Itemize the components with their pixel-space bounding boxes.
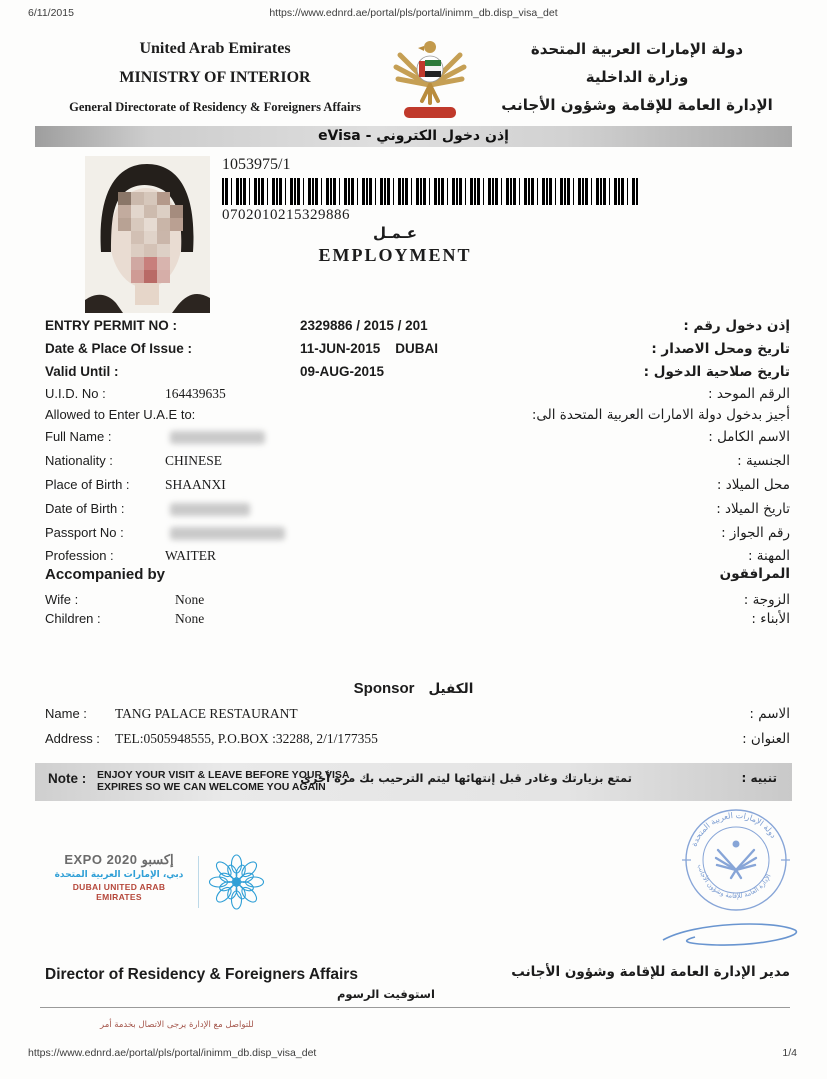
field-label-ar: الاسم : xyxy=(749,706,790,722)
sponsor-heading-ar: الكفيل xyxy=(428,681,474,697)
field-row-date-of-birth xyxy=(0,501,827,521)
accompanied-heading-ar: المرافقون xyxy=(719,566,790,582)
field-row-uid xyxy=(0,386,827,406)
field-row-passport-no xyxy=(0,525,827,545)
field-label-en: Profession : xyxy=(45,548,114,563)
accompanied-heading-en: Accompanied by xyxy=(45,566,166,583)
sponsor-row-name xyxy=(0,706,827,726)
field-row-place-of-birth xyxy=(0,477,827,497)
expo-subtitle-ar: دبي، الإمارات العربية المتحدة xyxy=(54,870,184,880)
permit-file-number: 1053975/1 xyxy=(222,156,291,173)
field-label-en: Valid Until : xyxy=(45,364,119,379)
field-label-en: Children : xyxy=(45,611,101,626)
field-label-en: Nationality : xyxy=(45,453,113,468)
header-english xyxy=(40,40,390,115)
print-url-bottom: https://www.ednrd.ae/portal/pls/portal/inimm_db.disp_visa_det xyxy=(28,1047,317,1059)
note-text-line1: ENJOY YOUR VISIT & LEAVE BEFORE YOUR VISA xyxy=(97,769,350,781)
field-value: WAITER xyxy=(165,548,216,563)
field-row-nationality xyxy=(0,453,827,473)
field-label-ar: الأبناء : xyxy=(751,611,790,627)
field-label-en: Date of Birth : xyxy=(45,501,125,516)
sponsor-heading-en: Sponsor xyxy=(353,680,415,697)
field-value: TANG PALACE RESTAURANT xyxy=(115,706,298,721)
official-stamp xyxy=(680,804,792,916)
ministry-name-en: MINISTRY OF INTERIOR xyxy=(119,69,311,86)
director-title-en: Director of Residency & Foreigners Affairs xyxy=(45,966,358,983)
field-row-full-name xyxy=(0,429,827,449)
print-url-top: https://www.ednrd.ae/portal/pls/portal/inimm_db.disp_visa_det xyxy=(269,7,558,19)
field-row-issue xyxy=(0,341,827,361)
field-label-en: Allowed to Enter U.A.E to: xyxy=(45,407,196,422)
field-label-en: Wife : xyxy=(45,592,79,607)
note-text-ar: تمتع بزيارتك وغادر قبل إنتهائها ليتم الترحيب بك مرة أخرى xyxy=(300,771,632,785)
field-label-ar: الاسم الكامل : xyxy=(708,429,790,445)
directorate-name-en: General Directorate of Residency & Foreigners Affairs xyxy=(69,100,361,114)
barcode-number: 0702010215329886 xyxy=(222,207,350,223)
field-label-en: Place of Birth : xyxy=(45,477,130,492)
country-name-ar: دولة الإمارات العربية المتحدة xyxy=(530,40,744,58)
expo-title: EXPO 2020 إكسبو xyxy=(64,852,174,867)
field-label-en: Date & Place Of Issue : xyxy=(45,341,193,356)
country-name-en: United Arab Emirates xyxy=(139,40,291,57)
note-text-line2: EXPIRES SO WE CAN WELCOME YOU AGAIN xyxy=(97,781,326,793)
field-label-ar: رقم الجواز : xyxy=(721,525,790,541)
field-row-profession xyxy=(0,548,827,568)
field-row-entry-permit xyxy=(0,318,827,338)
expo-subtitle-en: DUBAI UNITED ARAB EMIRATES xyxy=(72,882,166,902)
expo-2020-logo xyxy=(50,852,265,916)
field-label-ar: تاريخ الميلاد : xyxy=(716,501,790,517)
field-label-ar: أجيز بدخول دولة الامارات العربية المتحدة الى: xyxy=(531,407,790,423)
field-label-en: Full Name : xyxy=(45,429,112,444)
uae-emblem-icon xyxy=(390,33,470,123)
field-label-ar: محل الميلاد : xyxy=(716,477,790,493)
redacted-value xyxy=(170,503,250,516)
visa-type-arabic: عـمـل xyxy=(373,224,417,242)
field-label-ar: الجنسية : xyxy=(737,453,790,469)
field-label-en: ENTRY PERMIT NO : xyxy=(45,318,178,333)
field-label-en: Passport No : xyxy=(45,525,124,540)
field-row-valid-until xyxy=(0,364,827,384)
field-label-ar: إذن دخول رقم : xyxy=(683,318,790,334)
field-label-en: U.I.D. No : xyxy=(45,386,106,401)
field-value: 2329886 / 2015 / 201 xyxy=(300,318,428,333)
field-row-wife xyxy=(0,592,827,612)
directorate-name-ar: الإدارة العامة للإقامة وشؤون الأجانب xyxy=(501,96,773,114)
field-label-ar: تاريخ صلاحية الدخول : xyxy=(643,364,790,380)
sponsor-row-address xyxy=(0,731,827,751)
fees-collected-ar: استوفيت الرسوم xyxy=(337,987,435,1001)
field-label-ar: المهنة : xyxy=(747,548,790,564)
redacted-value xyxy=(170,431,265,444)
evisa-title-banner: eVisa - إذن دخول الكتروني xyxy=(35,126,792,147)
field-value: 09-AUG-2015 xyxy=(300,364,385,379)
svg-text:دولة الإمارات العربية المتحدة: دولة الإمارات العربية المتحدة xyxy=(689,810,779,848)
field-row-allowed-to-enter xyxy=(0,407,827,427)
field-label-ar: الزوجة : xyxy=(743,592,790,608)
field-row-children xyxy=(0,611,827,631)
field-label-en: Address : xyxy=(45,731,100,746)
field-value: SHAANXI xyxy=(165,477,226,492)
field-value: None xyxy=(175,592,205,607)
sponsor-heading xyxy=(0,680,827,697)
field-label-ar: الرقم الموحد : xyxy=(708,386,790,402)
field-value: TEL:0505948555, P.O.BOX :32288, 2/1/177355 xyxy=(115,731,378,746)
footer-divider xyxy=(40,1007,790,1008)
expo-divider xyxy=(198,856,199,908)
field-value: 11-JUN-2015 DUBAI xyxy=(300,341,439,356)
field-value: 164439635 xyxy=(165,386,226,401)
redacted-value xyxy=(170,527,285,540)
signature xyxy=(655,916,805,954)
barcode xyxy=(222,178,638,205)
field-value: None xyxy=(175,611,205,626)
print-date: 6/11/2015 xyxy=(28,7,74,19)
note-label-en: Note : xyxy=(48,771,87,786)
field-label-en: Name : xyxy=(45,706,87,721)
contact-note-ar: للتواصل مع الإدارة يرجى الاتصال بخدمة أمر xyxy=(100,1020,254,1030)
visa-type-english: EMPLOYMENT xyxy=(318,245,472,265)
svg-text:الإدارة العامة للإقامة وشؤون ا: الإدارة العامة للإقامة وشؤون الأجانب xyxy=(696,863,773,901)
expo-flower-icon xyxy=(208,852,265,912)
page-number: 1/4 xyxy=(782,1047,797,1059)
note-label-ar: تنبيه : xyxy=(741,771,777,785)
ministry-name-ar: وزارة الداخلية xyxy=(585,68,689,86)
field-label-ar: العنوان : xyxy=(742,731,790,747)
field-label-ar: تاريخ ومحل الاصدار : xyxy=(651,341,790,357)
note-band xyxy=(35,763,792,801)
field-value: CHINESE xyxy=(165,453,222,468)
header-arabic xyxy=(482,40,792,124)
director-title-ar: مدير الإدارة العامة للإقامة وشؤون الأجانب xyxy=(511,964,790,980)
